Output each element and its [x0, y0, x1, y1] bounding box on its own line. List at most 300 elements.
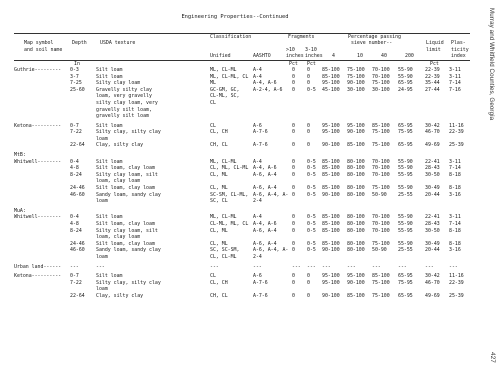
- table-row: [14, 129, 470, 136]
- cell-unified: CL, ML: [210, 240, 228, 247]
- cell-unified: SC, CL: [210, 198, 228, 205]
- cell-usda-texture: Silt loam, clay loam: [96, 240, 155, 247]
- cell-sieve-4: 85-100: [322, 221, 340, 228]
- cell-fragments-10: 0: [292, 165, 295, 172]
- table-row: [14, 214, 470, 221]
- cell-sieve-10: 80-100: [347, 214, 365, 221]
- cell-fragments-10: 0: [292, 142, 295, 149]
- cell-depth: 4-8: [70, 165, 79, 172]
- cell-unified: CL, ML, CL-ML: [210, 165, 249, 172]
- cell-depth: 24-46: [70, 185, 85, 192]
- cell-sieve-4: 95-100: [322, 122, 340, 129]
- cell-aashto: A-4: [253, 158, 262, 165]
- cell-plasticity-index: 8-18: [449, 240, 461, 247]
- cell-sieve-40: 70-100: [372, 221, 390, 228]
- header-frag-inches-1: inches: [286, 53, 304, 60]
- cell-sieve-40: 50-90: [372, 191, 387, 198]
- cell-sieve-200: 65-95: [398, 273, 413, 280]
- cell-plasticity-index: 3-11: [449, 158, 461, 165]
- cell-aashto: 2-4: [253, 198, 262, 205]
- cell-usda-texture: gravelly silt loam,: [96, 106, 152, 113]
- cell-fragments-10: 0: [292, 66, 295, 73]
- cell-aashto: A-4, A-6: [253, 165, 277, 172]
- cell-fragments-10: 0: [292, 80, 295, 87]
- cell-fragments-3-10: 0: [307, 142, 310, 149]
- cell-fragments-3-10: 0: [307, 66, 310, 73]
- cell-plasticity-index: 25-39: [449, 292, 464, 299]
- cell-aashto: A-7-6: [253, 129, 268, 136]
- table-row: [14, 74, 470, 81]
- header-sieve-number: sieve number--: [351, 40, 393, 47]
- cell-aashto: A-7-6: [253, 142, 268, 149]
- cell-liquid-limit: 22-39: [425, 73, 440, 80]
- cell-fragments-10: 0: [292, 279, 295, 286]
- cell-depth: 7-22: [70, 129, 82, 136]
- header-percentage-passing: Percentage passing: [348, 34, 401, 40]
- cell-aashto: A-6, A-4, A-: [253, 191, 289, 198]
- cell-fragments-3-10: 0: [307, 122, 310, 129]
- cell-liquid-limit: 46-70: [425, 279, 440, 286]
- cell-sieve-10: 30-100: [347, 86, 365, 93]
- cell-unified: SC-SM, CL-ML,: [210, 191, 249, 198]
- cell-sieve-4: 85-100: [322, 171, 340, 178]
- cell-map-symbol: Whitwell--------: [14, 214, 62, 221]
- cell-usda-texture: Silt loam: [96, 122, 123, 129]
- header-plas: Plas-: [451, 40, 466, 47]
- cell-sieve-40: 50-90: [372, 247, 387, 254]
- cell-sieve-40: 75-100: [372, 185, 390, 192]
- cell-liquid-limit: 28-43: [425, 221, 440, 228]
- cell-usda-texture: gravelly silt loam: [96, 113, 149, 120]
- cell-liquid-limit: 27-44: [425, 86, 440, 93]
- cell-usda-texture: loam: [96, 286, 108, 293]
- unit-frag-1: Pct: [289, 60, 298, 67]
- header-sieve-10: 10: [357, 53, 363, 60]
- cell-fragments-3-10: 0-5: [307, 191, 316, 198]
- cell-liquid-limit: 30-42: [425, 122, 440, 129]
- cell-plasticity-index: 3-11: [449, 73, 461, 80]
- cell-aashto: A-6, A-4: [253, 240, 277, 247]
- cell-plasticity-index: 22-39: [449, 279, 464, 286]
- cell-plasticity-index: 8-18: [449, 171, 461, 178]
- cell-usda-texture: Silt loam: [96, 158, 123, 165]
- cell-aashto: A-7-6: [253, 292, 268, 299]
- cell-sieve-200: 55-90: [398, 185, 413, 192]
- table-row: [14, 228, 470, 235]
- cell-fragments-10: 0: [292, 73, 295, 80]
- cell-liquid-limit: 49-69: [425, 142, 440, 149]
- cell-unified: ML, CL-ML, CL: [210, 73, 249, 80]
- table-row: [14, 80, 470, 87]
- cell-usda-texture: Silty clay loam, silt: [96, 171, 158, 178]
- cell-sieve-40: 30-100: [372, 86, 390, 93]
- cell-sieve-4: 95-100: [322, 129, 340, 136]
- cell-sieve-40: 70-100: [372, 73, 390, 80]
- cell-fragments-10: 0: [292, 214, 295, 221]
- cell-fragments-3-10: 0-5: [307, 158, 316, 165]
- cell-sieve-200: 24-95: [398, 86, 413, 93]
- cell-plasticity-index: 7-14: [449, 221, 461, 228]
- cell-usda-texture: Silty clay loam, silt: [96, 227, 158, 234]
- cell-sieve-40: 75-100: [372, 129, 390, 136]
- cell-sieve-10: 80-100: [347, 240, 365, 247]
- table-row: [14, 159, 470, 166]
- header-liquid: Liquid: [426, 40, 444, 47]
- cell-unified: CL-ML, SC,: [210, 93, 240, 100]
- table-row: [14, 280, 470, 287]
- cell-usda-texture: Silt loam, clay loam: [96, 221, 155, 228]
- page-number: 427: [489, 352, 496, 363]
- header-sieve-4: 4: [332, 53, 335, 60]
- cell-plasticity-index: 3-16: [449, 247, 461, 254]
- table-row: [14, 152, 470, 159]
- cell-fragments-3-10: 0: [307, 73, 310, 80]
- cell-sieve-40: 85-100: [372, 273, 390, 280]
- header-frag-inches-2: inches: [305, 53, 323, 60]
- cell-plasticity-index: 25-39: [449, 142, 464, 149]
- cell-sieve-200: 25-55: [398, 247, 413, 254]
- cell-fragments-10: 0: [292, 292, 295, 299]
- cell-depth: 8-24: [70, 227, 82, 234]
- cell-fragments-10: 0: [292, 129, 295, 136]
- cell-sieve-200: 55-90: [398, 66, 413, 73]
- cell-sieve-40: 75-100: [372, 292, 390, 299]
- cell-sieve-200: 75-95: [398, 129, 413, 136]
- cell-sieve-10: 85-100: [347, 142, 365, 149]
- cell-sieve-4: 90-100: [322, 247, 340, 254]
- table-row: [14, 100, 470, 107]
- cell-liquid-limit: 30-49: [425, 240, 440, 247]
- cell-unified: CH, CL: [210, 292, 228, 299]
- cell-sieve-200: 25-55: [398, 191, 413, 198]
- cell-fragments-3-10: 0-5: [307, 185, 316, 192]
- table-row: [14, 241, 470, 248]
- cell-fragments-3-10: 0-5: [307, 240, 316, 247]
- cell-map-symbol: MtB:: [14, 152, 26, 159]
- cell-sieve-10: 80-100: [347, 158, 365, 165]
- cell-unified: ---: [210, 263, 219, 270]
- cell-map-symbol: Ketona----------: [14, 122, 62, 129]
- cell-sieve-200: 65-95: [398, 142, 413, 149]
- header-fragments: Fragments: [288, 34, 315, 40]
- cell-depth: 22-64: [70, 142, 85, 149]
- cell-fragments-3-10: 0-5: [307, 214, 316, 221]
- cell-usda-texture: Silt loam, clay loam: [96, 185, 155, 192]
- cell-sieve-10: 90-100: [347, 129, 365, 136]
- cell-unified: CL, ML: [210, 227, 228, 234]
- cell-aashto: A-6, A-4: [253, 227, 277, 234]
- cell-unified: ML, CL-ML: [210, 214, 237, 221]
- cell-sieve-40: 70-100: [372, 227, 390, 234]
- cell-usda-texture: Sandy loam, sandy clay: [96, 191, 161, 198]
- cell-unified: CL: [210, 99, 216, 106]
- cell-unified: ML, CL-ML: [210, 158, 237, 165]
- table-row: [14, 254, 470, 261]
- cell-sieve-4: ---: [322, 263, 331, 270]
- cell-sieve-10: 95-100: [347, 273, 365, 280]
- cell-plasticity-index: 11-16: [449, 122, 464, 129]
- header-aashto: AASHTO: [253, 53, 271, 60]
- cell-sieve-4: 45-100: [322, 86, 340, 93]
- cell-unified: ML: [210, 80, 216, 87]
- cell-depth: 3-7: [70, 73, 79, 80]
- cell-unified: CL: [210, 122, 216, 129]
- cell-usda-texture: Silt loam: [96, 273, 123, 280]
- cell-fragments-3-10: 0-5: [307, 247, 316, 254]
- header-sieve-200: 200: [405, 53, 414, 60]
- cell-depth: 25-60: [70, 86, 85, 93]
- cell-plasticity-index: 3-11: [449, 66, 461, 73]
- cell-depth: 7-25: [70, 80, 82, 87]
- table-row: [14, 93, 470, 100]
- table-row: [14, 273, 470, 280]
- cell-depth: 0-7: [70, 122, 79, 129]
- cell-usda-texture: Silty clay, silty clay: [96, 129, 161, 136]
- cell-sieve-10: 95-100: [347, 122, 365, 129]
- cell-unified: CL, ML: [210, 171, 228, 178]
- cell-unified: GC-GM, GC,: [210, 86, 240, 93]
- cell-liquid-limit: 28-43: [425, 165, 440, 172]
- cell-usda-texture: loam, clay loam: [96, 234, 141, 241]
- table-row: [14, 293, 470, 300]
- cell-liquid-limit: 20-44: [425, 247, 440, 254]
- cell-sieve-200: 65-95: [398, 122, 413, 129]
- cell-fragments-10: 0: [292, 191, 295, 198]
- cell-aashto: A-2-4, A-6: [253, 86, 283, 93]
- unit-frag-2: Pct: [307, 60, 316, 67]
- cell-sieve-10: 75-100: [347, 66, 365, 73]
- cell-usda-texture: loam, very gravelly: [96, 93, 152, 100]
- cell-fragments-3-10: 0-5: [307, 165, 316, 172]
- cell-liquid-limit: 22-41: [425, 158, 440, 165]
- cell-fragments-10: 0: [292, 221, 295, 228]
- cell-sieve-40: 70-100: [372, 214, 390, 221]
- cell-usda-texture: ---: [96, 263, 105, 270]
- cell-liquid-limit: 22-39: [425, 66, 440, 73]
- cell-aashto: A-4, A-6: [253, 221, 277, 228]
- cell-usda-texture: Silt loam: [96, 66, 123, 73]
- cell-fragments-3-10: 0: [307, 80, 310, 87]
- cell-map-symbol: Urban land------: [14, 263, 62, 270]
- cell-aashto: A-4: [253, 214, 262, 221]
- table-row: [14, 142, 470, 149]
- table-row: [14, 113, 470, 120]
- cell-depth: 46-60: [70, 247, 85, 254]
- page-title: Engineering Properties--Continued: [181, 14, 289, 20]
- cell-sieve-10: 90-100: [347, 80, 365, 87]
- header-map-symbol: Map symbol: [24, 40, 54, 47]
- cell-sieve-40: 75-100: [372, 240, 390, 247]
- cell-map-symbol: Ketona----------: [14, 273, 62, 280]
- cell-sieve-4: 85-100: [322, 73, 340, 80]
- table-row: [14, 198, 470, 205]
- cell-sieve-10: ---: [347, 263, 356, 270]
- cell-map-symbol: Guthrie---------: [14, 66, 62, 73]
- cell-aashto: 2-4: [253, 253, 262, 260]
- cell-sieve-40: 70-100: [372, 66, 390, 73]
- cell-plasticity-index: 3-11: [449, 214, 461, 221]
- header-unified: Unified: [210, 53, 231, 60]
- cell-sieve-200: 55-90: [398, 158, 413, 165]
- engineering-properties-table: [14, 33, 470, 300]
- header-frag-3-10: 3-10: [305, 46, 317, 53]
- cell-fragments-3-10: 0-5: [307, 86, 316, 93]
- cell-sieve-200: 55-95: [398, 171, 413, 178]
- cell-unified: CL, CL-ML: [210, 253, 237, 260]
- cell-sieve-4: 85-100: [322, 158, 340, 165]
- cell-usda-texture: loam: [96, 253, 108, 260]
- cell-liquid-limit: 49-69: [425, 292, 440, 299]
- cell-sieve-4: 90-100: [322, 142, 340, 149]
- cell-sieve-40: 70-100: [372, 171, 390, 178]
- cell-sieve-4: 85-100: [322, 214, 340, 221]
- header-depth: Depth: [72, 40, 87, 47]
- cell-depth: 46-60: [70, 191, 85, 198]
- cell-unified: CL-ML, ML, CL: [210, 221, 249, 228]
- cell-sieve-10: 80-100: [347, 227, 365, 234]
- cell-aashto: A-6: [253, 122, 262, 129]
- cell-liquid-limit: 30-49: [425, 185, 440, 192]
- cell-aashto: A-4: [253, 73, 262, 80]
- cell-sieve-200: 55-95: [398, 227, 413, 234]
- header-limit: limit: [426, 46, 441, 53]
- cell-aashto: ---: [253, 263, 262, 270]
- cell-liquid-limit: 35-44: [425, 80, 440, 87]
- table-row: [14, 286, 470, 293]
- cell-sieve-10: 80-100: [347, 221, 365, 228]
- cell-sieve-4: 85-100: [322, 240, 340, 247]
- cell-depth: 8-24: [70, 171, 82, 178]
- cell-fragments-3-10: 0-5: [307, 227, 316, 234]
- cell-sieve-200: ---: [398, 263, 407, 270]
- cell-sieve-10: 85-100: [347, 292, 365, 299]
- cell-plasticity-index: ---: [449, 263, 458, 270]
- cell-fragments-10: 0: [292, 240, 295, 247]
- header-usda-texture: USDA texture: [100, 40, 136, 47]
- cell-plasticity-index: 7-16: [449, 86, 461, 93]
- header-index: index: [451, 53, 466, 60]
- cell-plasticity-index: 11-16: [449, 273, 464, 280]
- cell-usda-texture: Silt loam, clay loam: [96, 165, 155, 172]
- header-soil-name: and soil name: [24, 46, 63, 53]
- cell-sieve-10: 80-100: [347, 191, 365, 198]
- header-sieve-40: 40: [381, 53, 387, 60]
- cell-plasticity-index: 7-14: [449, 165, 461, 172]
- header-frag-10: >10: [286, 46, 295, 53]
- cell-depth: 0-3: [70, 66, 79, 73]
- cell-fragments-3-10: 0-5: [307, 221, 316, 228]
- table-row: [14, 185, 470, 192]
- cell-sieve-4: 85-100: [322, 165, 340, 172]
- cell-fragments-3-10: ---: [307, 263, 316, 270]
- cell-usda-texture: Sandy loam, sandy clay: [96, 247, 161, 254]
- cell-usda-texture: loam: [96, 135, 108, 142]
- cell-unified: CL, CH: [210, 279, 228, 286]
- cell-liquid-limit: 30-50: [425, 227, 440, 234]
- cell-map-symbol: MuA:: [14, 207, 26, 214]
- cell-unified: CL: [210, 273, 216, 280]
- cell-sieve-10: 90-100: [347, 279, 365, 286]
- cell-sieve-200: 55-90: [398, 73, 413, 80]
- cell-sieve-200: 65-95: [398, 80, 413, 87]
- cell-fragments-10: 0: [292, 247, 295, 254]
- cell-usda-texture: loam: [96, 198, 108, 205]
- cell-fragments-3-10: 0: [307, 279, 310, 286]
- cell-unified: SC, SC-SM,: [210, 247, 240, 254]
- cell-sieve-4: 85-100: [322, 227, 340, 234]
- cell-unified: CL, CH: [210, 129, 228, 136]
- table-row: [14, 107, 470, 114]
- cell-aashto: A-4, A-6: [253, 80, 277, 87]
- cell-sieve-40: 75-100: [372, 279, 390, 286]
- cell-liquid-limit: 22-41: [425, 214, 440, 221]
- cell-unified: ML, CL-ML: [210, 66, 237, 73]
- cell-usda-texture: Silty clay loam: [96, 80, 141, 87]
- header-classification: Classification: [210, 34, 252, 40]
- cell-sieve-40: ---: [372, 263, 381, 270]
- cell-sieve-10: 80-100: [347, 247, 365, 254]
- cell-sieve-200: 55-90: [398, 221, 413, 228]
- cell-sieve-40: 70-100: [372, 165, 390, 172]
- cell-aashto: A-6: [253, 273, 262, 280]
- cell-sieve-10: 75-100: [347, 73, 365, 80]
- cell-sieve-10: 80-100: [347, 185, 365, 192]
- cell-fragments-3-10: 0: [307, 292, 310, 299]
- cell-plasticity-index: 8-18: [449, 185, 461, 192]
- cell-depth: 0-4: [70, 214, 79, 221]
- cell-liquid-limit: 30-50: [425, 171, 440, 178]
- cell-usda-texture: Silt loam: [96, 214, 123, 221]
- cell-sieve-40: 70-100: [372, 158, 390, 165]
- cell-usda-texture: Gravelly silty clay: [96, 86, 152, 93]
- cell-sieve-4: 95-100: [322, 279, 340, 286]
- cell-usda-texture: Silt loam: [96, 73, 123, 80]
- cell-fragments-10: 0: [292, 158, 295, 165]
- cell-sieve-4: 85-100: [322, 66, 340, 73]
- cell-aashto: A-4: [253, 66, 262, 73]
- cell-unified: CH, CL: [210, 142, 228, 149]
- cell-usda-texture: Clay, silty clay: [96, 142, 144, 149]
- cell-sieve-200: 55-90: [398, 165, 413, 172]
- cell-sieve-40: 75-100: [372, 80, 390, 87]
- cell-plasticity-index: 7-14: [449, 80, 461, 87]
- cell-depth: 7-22: [70, 279, 82, 286]
- cell-fragments-10: ---: [292, 263, 301, 270]
- table-row: [14, 172, 470, 179]
- cell-sieve-200: 65-95: [398, 292, 413, 299]
- running-header: Murray and Whitfield Counties, Georgia: [488, 8, 495, 121]
- cell-sieve-10: 80-100: [347, 165, 365, 172]
- cell-fragments-10: 0: [292, 185, 295, 192]
- table-row: [14, 221, 470, 228]
- table-body: [14, 67, 470, 300]
- cell-sieve-4: 90-100: [322, 292, 340, 299]
- table-row: [14, 87, 470, 94]
- table-row: [14, 234, 470, 241]
- cell-unified: CL, ML: [210, 185, 228, 192]
- cell-fragments-10: 0: [292, 227, 295, 234]
- cell-liquid-limit: 30-42: [425, 273, 440, 280]
- cell-plasticity-index: 22-39: [449, 129, 464, 136]
- cell-depth: 4-8: [70, 221, 79, 228]
- table-row: [14, 165, 470, 172]
- cell-depth: 24-46: [70, 240, 85, 247]
- unit-depth: In: [74, 60, 80, 67]
- cell-sieve-200: 55-90: [398, 214, 413, 221]
- cell-sieve-10: 80-100: [347, 171, 365, 178]
- cell-sieve-40: 75-100: [372, 142, 390, 149]
- cell-plasticity-index: 3-16: [449, 191, 461, 198]
